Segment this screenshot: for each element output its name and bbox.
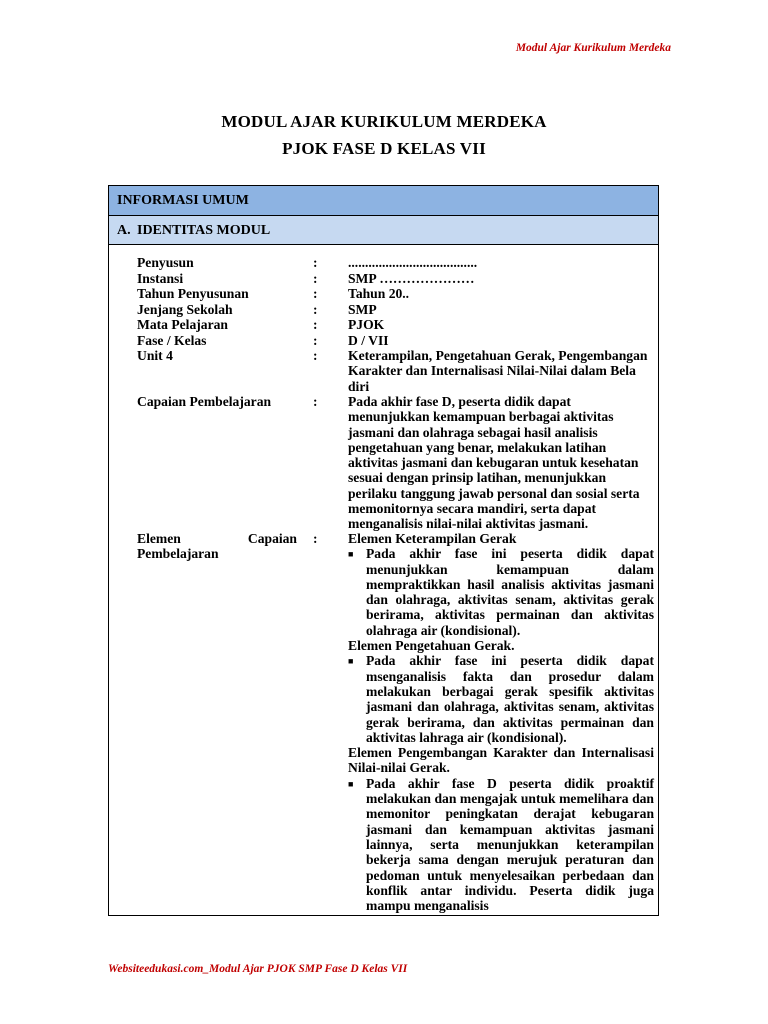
elemen-list xyxy=(348,531,654,913)
label-line: Pembelajaran xyxy=(137,546,219,562)
bullet-square-icon: ■ xyxy=(348,549,354,560)
row-label: Fase / Kelas xyxy=(137,332,207,348)
row-label: Jenjang Sekolah xyxy=(137,301,233,317)
list-item xyxy=(348,776,654,914)
row-value: SMP xyxy=(348,301,377,317)
row-colon: : xyxy=(313,286,318,301)
row-label: Tahun Penyusunan xyxy=(137,286,249,301)
label-word: Elemen xyxy=(137,531,181,546)
page-footer: Websiteedukasi.com_Modul Ajar PJOK SMP Fase D Kelas VII xyxy=(108,963,408,975)
section-identitas-modul xyxy=(109,216,658,245)
elemen-heading: Elemen Keterampilan Gerak xyxy=(348,531,517,546)
running-header: Modul Ajar Kurikulum Merdeka xyxy=(515,42,671,54)
elemen-heading: Elemen Pengembangan Karakter dan Internalisasi Nilai-nilai Gerak. xyxy=(348,745,654,776)
bullet-square-icon: ■ xyxy=(348,778,354,789)
section-number: A. xyxy=(117,223,131,238)
row-colon: : xyxy=(313,531,318,546)
row-colon: : xyxy=(313,348,318,363)
row-value: D / VII xyxy=(348,332,389,348)
row-colon: : xyxy=(313,270,318,286)
row-value: PJOK xyxy=(348,317,385,332)
row-colon: : xyxy=(313,301,318,317)
row-value: SMP ………………… xyxy=(348,270,475,286)
page-subtitle: PJOK FASE D KELAS VII xyxy=(282,139,486,158)
section-informasi-umum: INFORMASI UMUM xyxy=(109,186,658,216)
bullet-square-icon: ■ xyxy=(348,656,354,667)
row-label: Mata Pelajaran xyxy=(137,317,228,332)
list-item-text: Pada akhir fase ini peserta didik dapat menunjukkan kemampuan dalam mempraktikkan hasil analisis aktivitas jasmani dan olahraga, aktivitas senam, aktivitas gerak berirama, aktivitas permainan dan aktivitas olahraga air (kondisional). xyxy=(366,546,654,638)
list-item-text: Pada akhir fase D peserta didik proaktif melakukan dan mengajak untuk memelihara dan memonitor peningkatan derajat kebugaran jasmani dan kemampuan aktivitas jasmani lainnya, serta menunjukkan keterampilan bekerja sama dengan merujuk peraturan dan pedoman untuk menyelesaikan perbedaan dan konflik antar individu. Peserta didik juga mampu menganalisis xyxy=(366,775,654,914)
list-item-text: Pada akhir fase ini peserta didik dapat msenganalisis fakta dan prosedur dalam melakukan berbagai gerak spesifik aktivitas jasmani dan olahraga, aktivitas senam, aktivitas gerak berirama, dan aktivitas permainan dan aktivitas lahraga air (kondisional). xyxy=(366,653,654,745)
row-label: Penyusun xyxy=(137,255,194,270)
row-colon: : xyxy=(313,255,318,270)
row-label: Capaian Pembelajaran xyxy=(137,394,272,409)
elemen-heading: Elemen Pengetahuan Gerak. xyxy=(348,638,515,654)
row-label: Unit 4 xyxy=(137,348,173,363)
section-label: IDENTITAS MODUL xyxy=(137,223,271,238)
row-colon: : xyxy=(313,317,318,332)
row-value: Keterampilan, Pengetahuan Gerak, Pengembangan Karakter dan Internalisasi Nilai-Nilai dalam Bela diri xyxy=(348,348,648,394)
row-label xyxy=(137,531,297,562)
module-info-table xyxy=(108,185,659,916)
row-value: ...................................... xyxy=(348,255,478,270)
label-word: Capaian xyxy=(247,531,297,546)
row-value: Tahun 20.. xyxy=(348,286,410,301)
row-colon: : xyxy=(313,394,318,409)
row-label: Instansi xyxy=(137,270,184,286)
row-value: Pada akhir fase D, peserta didik dapat menunjukkan kemampuan berbagai aktivitas jasmani dan olahraga sebagai hasil analisis pengetahuan yang benar, melakukan latihan aktivitas jasmani dan kebugaran untuk kesehatan sesuai dengan prinsip latihan, menunjukkan perilaku tanggung jawab personal dan sosial serta memonitornya secara mandiri, serta dapat menganalisis nilai-nilai aktivitas jasmani. xyxy=(348,394,640,532)
list-item xyxy=(348,546,654,638)
page-title: MODUL AJAR KURIKULUM MERDEKA xyxy=(221,112,547,131)
row-colon: : xyxy=(313,332,318,348)
list-item xyxy=(348,653,654,745)
